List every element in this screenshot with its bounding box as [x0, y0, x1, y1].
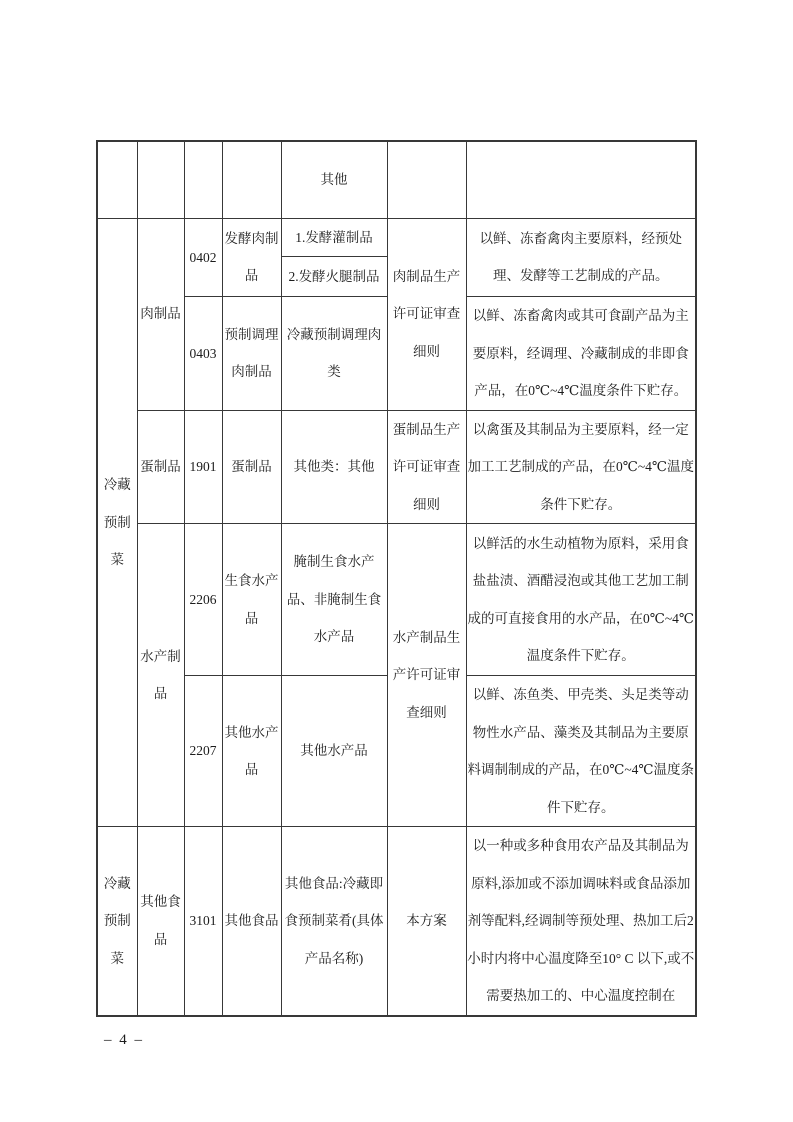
cell-subcategory-fermented-2: 2.发酵火腿制品: [281, 257, 387, 297]
cell-empty: [137, 141, 184, 218]
cell-subcategory-other-aquatic: 其他水产品: [281, 676, 387, 827]
cell-empty: [184, 141, 222, 218]
cell-code-3101: 3101: [184, 827, 222, 1016]
cell-name-fermented-meat: 发酵肉制品: [222, 218, 281, 297]
cell-code-2206: 2206: [184, 524, 222, 676]
cell-group-egg: 蛋制品: [137, 410, 184, 524]
cell-subcategory-raw-aquatic: 腌制生食水产品、非腌制生食水产品: [281, 524, 387, 676]
cell-description-2207: 以鲜、冻鱼类、甲壳类、头足类等动物性水产品、藻类及其制品为主要原料调制制成的产品，在0℃~4℃温度条件下贮存。: [466, 676, 696, 827]
cell-name-raw-aquatic: 生食水产品: [222, 524, 281, 676]
page-number: – 4 –: [104, 1032, 144, 1048]
product-category-table: [96, 140, 697, 1017]
cell-rule-aquatic: 水产制品生产许可证审查细则: [387, 524, 466, 827]
cell-code-2207: 2207: [184, 676, 222, 827]
cell-category-refrigerated-dishes: [97, 218, 137, 827]
cell-subcategory-continuation: 其他: [281, 141, 387, 218]
cell-subcategory-prepared-meat: 冷藏预制调理肉类: [281, 297, 387, 411]
cell-name-egg: 蛋制品: [222, 410, 281, 524]
cell-empty: [387, 141, 466, 218]
cell-name-prepared-meat: 预制调理肉制品: [222, 297, 281, 411]
table-row: [97, 524, 696, 676]
category-line-1: 冷藏: [103, 477, 131, 492]
table-row: [97, 827, 696, 1016]
cell-group-other-food: 其他食品: [137, 827, 184, 1016]
cell-empty: [222, 141, 281, 218]
cell-subcategory-fermented-1: 1.发酵灌制品: [281, 218, 387, 257]
cell-subcategory-egg: 其他类：其他: [281, 410, 387, 524]
cell-code-0403: 0403: [184, 297, 222, 411]
cell-description-1901: 以禽蛋及其制品为主要原料，经一定加工工艺制成的产品，在0℃~4℃温度条件下贮存。: [466, 410, 696, 524]
cell-group-meat: 肉制品: [137, 218, 184, 410]
cell-name-other-aquatic: 其他水产品: [222, 676, 281, 827]
cell-description-3101: 以一种或多种食用农产品及其制品为原料,添加或不添加调味料或食品添加剂等配料,经调制等预处理、热加工后2 小时内将中心温度降至10° C 以下,或不需要热加工的、中心温度控制在: [466, 827, 696, 1016]
cell-rule-egg: 蛋制品生产许可证审查细则: [387, 410, 466, 524]
table-row: [97, 141, 696, 218]
cell-name-other-food: 其他食品: [222, 827, 281, 1016]
cell-category-refrigerated-dishes-2: [97, 827, 137, 1016]
cell-code-0402: 0402: [184, 218, 222, 297]
cell-description-0403: 以鲜、冻畜禽肉或其可食副产品为主要原料，经调理、冷藏制成的非即食产品，在0℃~4℃温度条件下贮存。: [466, 297, 696, 411]
cell-description-0402: 以鲜、冻畜禽肉主要原料，经预处理、发酵等工艺制成的产品。: [466, 218, 696, 297]
cell-subcategory-other-food: 其他食品:冷藏即食预制菜肴(具体产品名称): [281, 827, 387, 1016]
cell-description-2206: 以鲜活的水生动植物为原料，采用食盐盐渍、酒醋浸泡或其他工艺加工制成的可直接食用的水产品，在0℃~4℃温度条件下贮存。: [466, 524, 696, 676]
category-line-2: 预制菜: [103, 514, 131, 567]
table-row: [97, 218, 696, 257]
cell-rule-meat: 肉制品生产许可证审查细则: [387, 218, 466, 410]
cell-empty: [466, 141, 696, 218]
category-line-2: 预制菜: [103, 913, 131, 966]
cell-rule-other-food: 本方案: [387, 827, 466, 1016]
cell-group-aquatic: 水产制品: [137, 524, 184, 827]
cell-empty: [97, 141, 137, 218]
table-row: [97, 410, 696, 524]
category-line-1: 冷藏: [103, 875, 131, 891]
cell-code-1901: 1901: [184, 410, 222, 524]
